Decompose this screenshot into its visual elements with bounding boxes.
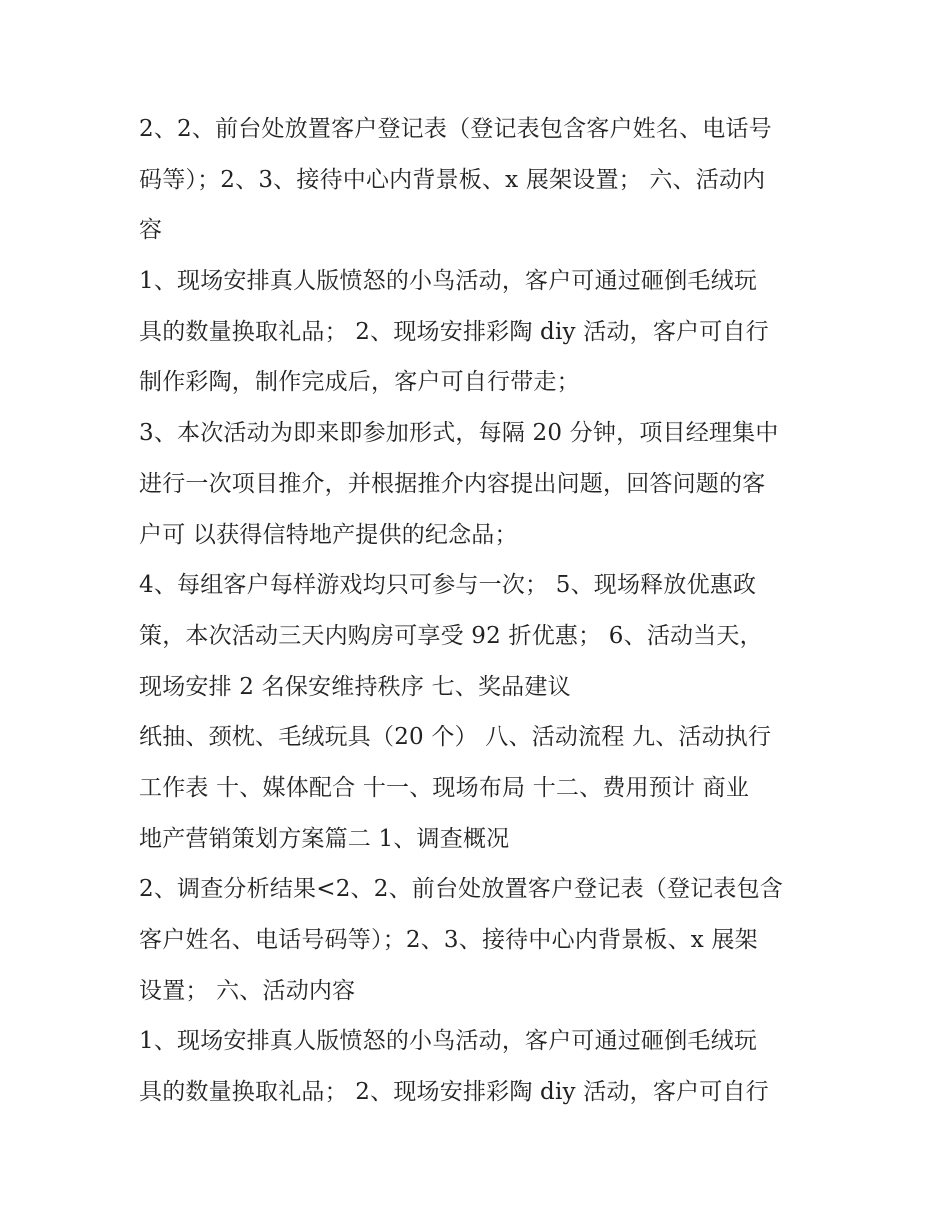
text-line: 进行一次项目推介，并根据推介内容提出问题，回答问题的客 xyxy=(139,470,766,497)
text-line: 3、本次活动为即来即参加形式，每隔 20 分钟，项目经理集中 xyxy=(139,420,779,447)
text-line: 策，本次活动三天内购房可享受 92 折优惠； 6、活动当天， xyxy=(139,622,763,649)
text-line: 2、2、前台处放置客户登记表（登记表包含客户姓名、电话号 xyxy=(139,116,772,142)
paragraph xyxy=(139,104,819,256)
text-line: 具的数量换取礼品； 2、现场安排彩陶 diy 活动，客户可自行 xyxy=(139,318,769,345)
text-line: 具的数量换取礼品； 2、现场安排彩陶 diy 活动，客户可自行 xyxy=(139,1079,769,1106)
text-line: 设置； 六、活动内容 xyxy=(139,977,356,1004)
text-line: 客户姓名、电话号码等）；2、3、接待中心内背景板、x 展架 xyxy=(139,927,758,953)
text-line: 码等）；2、3、接待中心内背景板、x 展架设置； 六、活动内 xyxy=(139,166,766,193)
paragraph xyxy=(139,864,819,1016)
document-body xyxy=(139,104,819,1118)
paragraph xyxy=(139,1016,819,1117)
text-line: 现场安排 2 名保安维持秩序 七、奖品建议 xyxy=(139,673,571,700)
text-line: 制作彩陶，制作完成后，客户可自行带走； xyxy=(139,369,580,396)
text-line: 地产营销策划方案篇二 1、调查概况 xyxy=(139,825,510,852)
text-line: 1、现场安排真人版愤怒的小鸟活动，客户可通过砸倒毛绒玩 xyxy=(139,1028,758,1055)
paragraph xyxy=(139,256,819,408)
text-line: 4、每组客户每样游戏均只可参与一次； 5、现场释放优惠政 xyxy=(139,572,757,599)
paragraph xyxy=(139,712,819,864)
text-line: 2、调查分析结果<2、2、前台处放置客户登记表（登记表包含 xyxy=(139,876,783,903)
text-line: 工作表 十、媒体配合 十一、现场布局 十二、费用预计 商业 xyxy=(139,774,750,801)
text-line: 1、现场安排真人版愤怒的小鸟活动，客户可通过砸倒毛绒玩 xyxy=(139,268,758,295)
text-line: 纸抽、颈枕、毛绒玩具（20 个） 八、活动流程 九、活动执行 xyxy=(139,724,772,751)
paragraph xyxy=(139,560,819,712)
text-line: 容 xyxy=(139,217,163,244)
paragraph xyxy=(139,408,819,560)
text-line: 户可 以获得信特地产提供的纪念品； xyxy=(139,521,518,548)
